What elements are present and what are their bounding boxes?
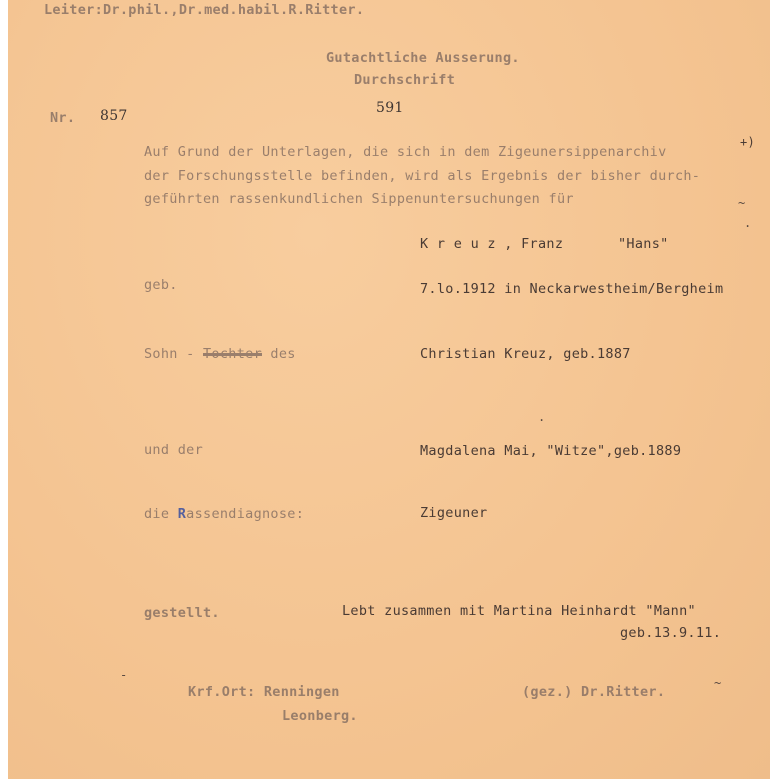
- note-line-2: geb.13.9.11.: [620, 625, 722, 641]
- father-entry: Christian Kreuz, geb.1887: [420, 346, 631, 362]
- signature: (gez.) Dr.Ritter.: [522, 684, 666, 700]
- margin-mark: -: [120, 668, 128, 682]
- diagnosis-value: Zigeuner: [420, 505, 488, 521]
- mother-entry: Magdalena Mai, "Witze",geb.1889: [420, 443, 682, 459]
- place-line-1: Krf.Ort: Renningen: [188, 684, 340, 700]
- parent-label-suffix: des: [262, 346, 296, 362]
- parent-label-prefix: Sohn -: [144, 346, 203, 362]
- diagnosis-label: [144, 506, 304, 522]
- person-name: K r e u z , Franz: [420, 236, 564, 252]
- born-label: geb.: [144, 277, 178, 293]
- body-text-line-1: Auf Grund der Unterlagen, die sich in dem Zigeunersippenarchiv: [144, 144, 667, 160]
- document-subtitle: Durchschrift: [354, 72, 456, 88]
- mother-label: und der: [144, 442, 203, 458]
- body-text-line-2: der Forschungsstelle befinden, wird als Ergebnis der bisher durch-: [144, 168, 701, 184]
- parent-label: [144, 346, 296, 362]
- parent-label-struck: Tochter: [203, 346, 262, 362]
- record-number-label: Nr.: [50, 110, 76, 126]
- page-number: 591: [376, 100, 404, 116]
- body-text-line-3: geführten rassenkundlichen Sippenuntersuchungen für: [144, 191, 574, 207]
- gestellt-label: gestellt.: [144, 605, 220, 621]
- margin-mark: ~: [738, 196, 746, 210]
- place-line-2: Leonberg.: [282, 708, 358, 724]
- diagnosis-handwritten-letter: R: [177, 506, 187, 522]
- person-nickname: "Hans": [618, 236, 669, 252]
- margin-mark: ~: [714, 676, 722, 690]
- margin-mark: .: [744, 216, 752, 230]
- document-title: Gutachtliche Ausserung.: [326, 50, 520, 66]
- born-value: 7.lo.1912 in Neckarwestheim/Bergheim: [420, 281, 724, 297]
- margin-mark: .: [538, 410, 546, 424]
- note-line-1: Lebt zusammen mit Martina Heinhardt "Mann": [342, 603, 696, 619]
- footnote-mark: +): [740, 135, 756, 149]
- diagnosis-label-prefix: die: [144, 506, 178, 522]
- document-page: [8, 0, 770, 779]
- header-leiter: Leiter:Dr.phil.,Dr.med.habil.R.Ritter.: [44, 2, 365, 18]
- record-number-value: 857: [100, 108, 128, 124]
- diagnosis-label-rest: assendiagnose:: [186, 506, 305, 522]
